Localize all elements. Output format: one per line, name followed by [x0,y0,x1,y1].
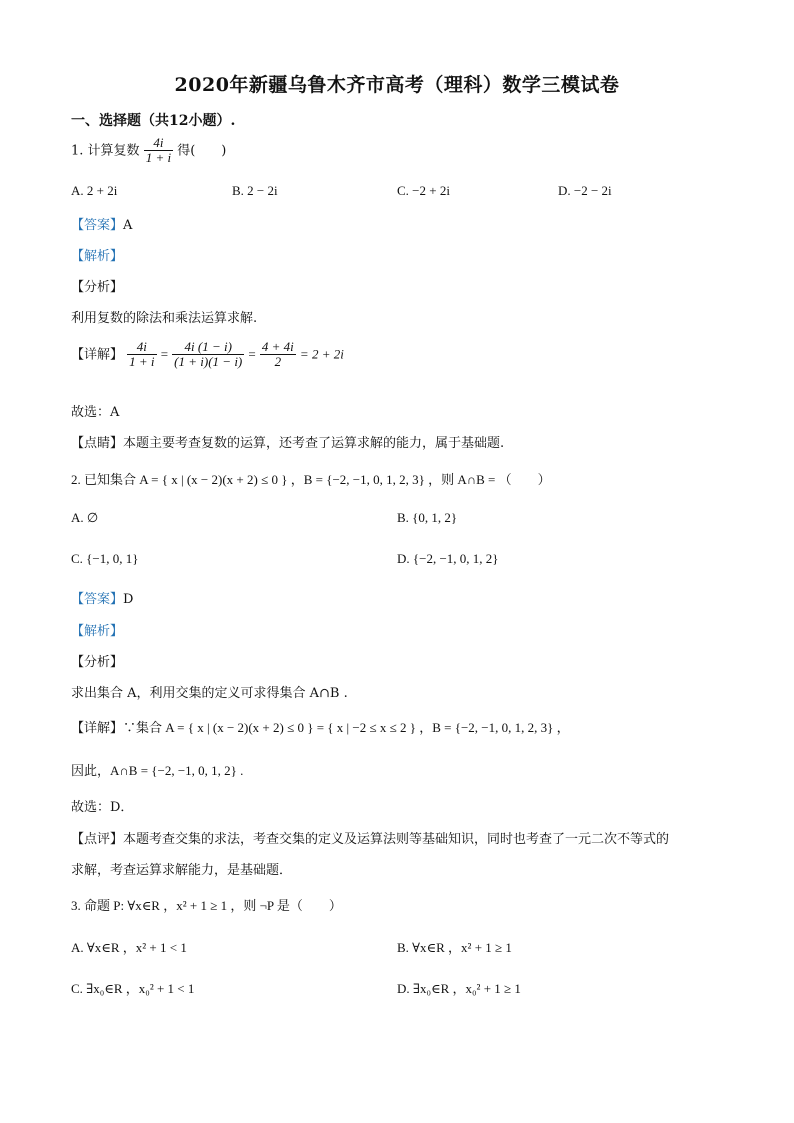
q1-fraction [144,136,173,166]
q1-comment [71,432,504,451]
q2-therefore: 因此，A∩B = {−2, −1, 0, 1, 2} . [71,763,244,778]
q2-comment-tag: 【点评】 [71,832,124,847]
q2-detail-text: ∵集合 A = { x | (x − 2)(x + 2) ≤ 0 } = { x | −2 ≤ x ≤ 2 } ，B = {−2, −1, 0, 1, 2, 3} ， [123,720,570,735]
page-title: 2020年新疆乌鲁木齐市高考（理科）数学三模试卷 [174,74,620,96]
q3-option-b: B. ∀x∈R ，x² + 1 ≥ 1 [397,940,512,955]
q1-choose: 故选：A [71,405,120,420]
q3-option-c: C. ∃x₀∈R ，x₀² + 1 < 1 [71,981,195,996]
q1-answer-value: A [123,218,133,233]
q1-stem-suffix: 得( ) [177,143,227,159]
q1-answer [71,214,132,233]
q1-option-b: B. 2 − 2i [232,183,278,198]
q2-answer [71,588,133,607]
q1-stem-prefix: 1. 计算复数 [71,143,140,159]
q1-fenxi-tag: 【分析】 [71,280,124,295]
question-3-stem: 3. 命题 P: ∀x∈R ，x² + 1 ≥ 1 ，则 ¬P 是（ ） [71,898,342,913]
section-heading: 一、选择题（共12小题）. [71,113,236,129]
q2-option-d: D. {−2, −1, 0, 1, 2} [397,551,499,566]
q1-detail-frac-2-num: 4i (1 − i) [172,340,244,355]
q1-detail-frac-2 [172,340,244,370]
q1-comment-tag: 【点睛】 [71,436,124,451]
q1-answer-tag: 【答案】 [71,218,124,233]
q1-fraction-denominator: 1 + i [145,150,172,166]
q2-detail [71,717,570,736]
question-2-stem: 2. 已知集合 A = { x | (x − 2)(x + 2) ≤ 0 } ，B = {−2, −1, 0, 1, 2, 3} ，则 A∩B = （ ） [71,472,551,487]
q3-option-d: D. ∃x₀∈R ，x₀² + 1 ≥ 1 [397,981,521,996]
q1-detail-frac-3 [260,340,296,370]
q1-detail-tag: 【详解】 [71,347,124,363]
q2-answer-value: D [123,592,134,607]
q1-option-d: D. −2 − 2i [558,183,612,198]
q1-detail-frac-1 [127,340,156,370]
q1-detail-frac-1-den: 1 + i [129,354,155,370]
q2-fenxi-text: 求出集合 A，利用交集的定义可求得集合 A∩B . [71,686,348,701]
q1-option-a: A. 2 + 2i [71,183,118,198]
q3-option-a: A. ∀x∈R ，x² + 1 < 1 [71,940,187,955]
q2-answer-tag: 【答案】 [71,592,124,607]
q2-option-a: A. ∅ [71,510,99,525]
q1-detail: 【详解】 $\frac{4i}{1 + i}$ = $\frac{4i (1 - i)}{(1 + i)(1 - i)}$ = $\frac{4 + 4i}{2}$ = 2 + 2i [71,339,344,370]
q2-fenxi-tag: 【分析】 [71,655,124,670]
q2-comment-line-2: 求解，考查运算求解能力，是基础题． [71,863,293,878]
q1-detail-frac-3-den: 2 [274,354,282,370]
q2-analysis-tag: 【解析】 [71,624,124,639]
q1-fraction-numerator: 4i [144,136,173,151]
q1-analysis-tag: 【解析】 [71,249,124,264]
q1-detail-frac-2-den: (1 + i)(1 − i) [174,354,243,370]
q1-option-c: C. −2 + 2i [397,183,450,198]
q1-detail-frac-3-num: 4 + 4i [261,339,294,354]
q2-comment-line-1: 本题考查交集的求法，考查交集的定义及运算法则等基础知识，同时也考查了一元二次不等式的 [123,832,670,847]
q2-option-c: C. {−1, 0, 1} [71,551,139,566]
q1-detail-frac-1-num: 4i [127,340,156,355]
q1-fenxi-text: 利用复数的除法和乘法运算求解. [71,311,258,326]
q2-comment [71,828,669,847]
q1-detail-result: = 2 + 2i [299,346,344,362]
q2-detail-tag: 【详解】 [71,721,124,736]
q1-comment-text: 本题主要考查复数的运算，还考查了运算求解的能力，属于基础题. [123,436,505,451]
q2-option-b: B. {0, 1, 2} [397,510,458,525]
question-1-stem [71,136,226,166]
q2-choose: 故选：D． [71,800,134,815]
